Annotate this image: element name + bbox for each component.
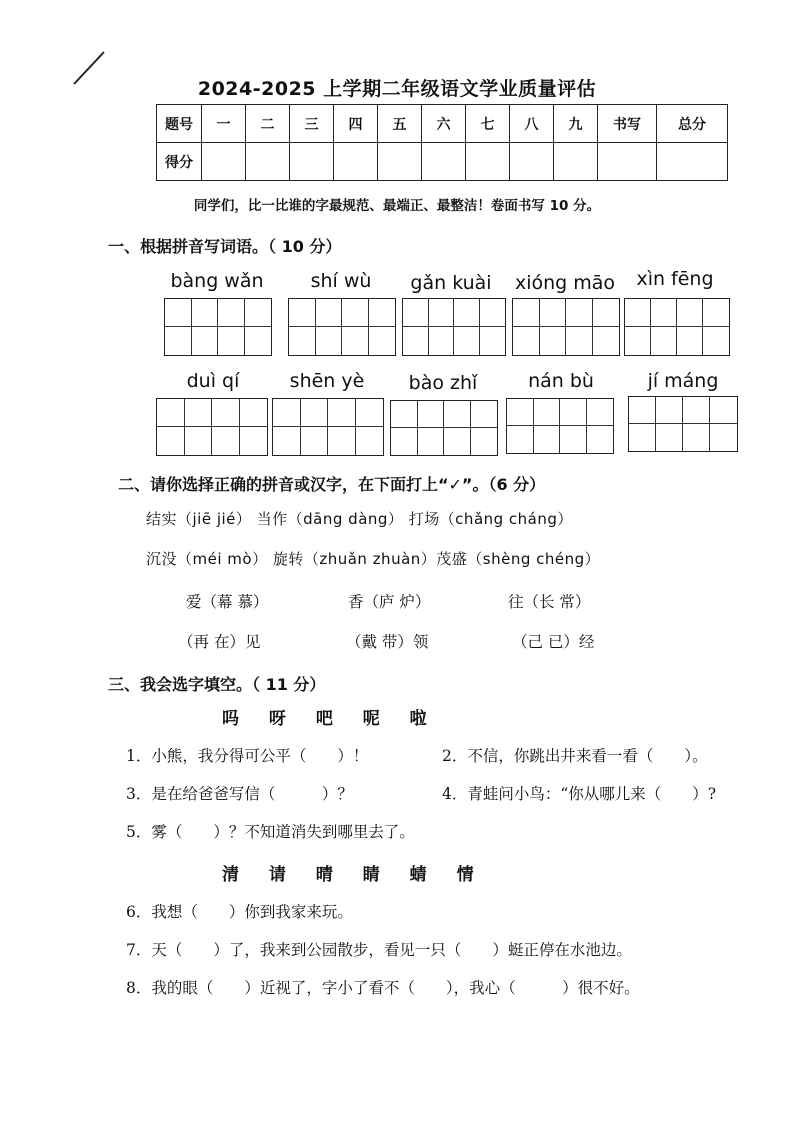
section1-title: 一、根据拼音写词语。（ 10 分） [108,237,342,256]
word-bank-2: 清 请 晴 睛 蜻 情 [222,865,486,885]
score-table [156,104,728,181]
pinyin-4: xióng māo [514,272,616,294]
col-7: 七 [466,105,510,143]
question-7[interactable]: 7．天（ ）了，我来到公园散步，看见一只（ ）蜓正停在水池边。 [126,941,632,959]
score-cell[interactable] [290,143,334,181]
col-4: 四 [334,105,378,143]
char-choice-5[interactable]: （戴 带）领 [346,633,429,651]
question-3[interactable]: 3．是在给爸爸写信（ ）？ [126,785,353,803]
score-cell[interactable] [510,143,554,181]
writing-grid-4[interactable] [512,298,620,356]
col-6: 六 [422,105,466,143]
score-cell[interactable] [246,143,290,181]
question-8[interactable]: 8．我的眼（ ）近视了，字小了看不（ ），我心（ ）很不好。 [126,979,640,997]
pinyin-1: bàng wǎn [170,270,264,292]
char-choice-2[interactable]: 香（庐 炉） [348,593,431,611]
col-3: 三 [290,105,334,143]
pinyin-3: gǎn kuài [410,272,492,294]
writing-grid-1[interactable] [164,298,272,356]
pinyin-10: jí máng [647,370,719,392]
header-label: 题号 [157,105,202,143]
char-choice-1[interactable]: 爱（幕 慕） [186,593,269,611]
score-label: 得分 [157,143,202,181]
question-5[interactable]: 5．雾（ ）？不知道消失到哪里去了。 [126,823,415,841]
char-choice-6[interactable]: （己 已）经 [512,633,595,651]
score-cell[interactable] [598,143,657,181]
char-choice-4[interactable]: （再 在）见 [178,633,261,651]
char-choice-3[interactable]: 往（长 常） [508,593,591,611]
score-table-header-row [157,105,728,143]
score-cell[interactable] [202,143,246,181]
question-6[interactable]: 6．我想（ ）你到我家来玩。 [126,903,353,921]
writing-grid-8[interactable] [390,400,498,456]
writing-notice: 同学们，比一比谁的字最规范、最端正、最整洁！卷面书写 10 分。 [193,198,601,214]
pinyin-2: shí wù [310,270,372,292]
col-2: 二 [246,105,290,143]
score-cell[interactable] [466,143,510,181]
pinyin-5: xìn fēng [636,268,714,290]
col-1: 一 [202,105,246,143]
score-cell[interactable] [334,143,378,181]
col-5: 五 [378,105,422,143]
score-cell[interactable] [378,143,422,181]
question-2[interactable]: 2．不信，你跳出井来看一看（ ）。 [442,747,708,765]
score-cell[interactable] [657,143,728,181]
col-9: 九 [554,105,598,143]
pinyin-9: nán bù [528,370,594,392]
col-writing: 书写 [598,105,657,143]
writing-grid-5[interactable] [624,298,730,356]
score-cell[interactable] [422,143,466,181]
writing-grid-7[interactable] [272,398,384,456]
pinyin-choice-line-1[interactable]: 结实（jiē jié） 当作（dāng dàng） 打场（chǎng cháng） [146,510,573,528]
section3-title: 三、我会选字填空。（ 11 分） [108,675,326,694]
section2-title: 二、请你选择正确的拼音或汉字，在下面打上“✓”。（6 分） [118,475,546,494]
pinyin-choice-line-2[interactable]: 沉没（méi mò） 旋转（zhuǎn zhuàn）茂盛（shèng chéng） [146,550,601,568]
pinyin-8: bào zhǐ [408,372,478,394]
writing-grid-6[interactable] [156,398,268,456]
writing-grid-2[interactable] [288,298,396,356]
word-bank-1: 吗 呀 吧 呢 啦 [222,709,439,729]
writing-grid-10[interactable] [628,396,738,452]
col-8: 八 [510,105,554,143]
question-4[interactable]: 4．青蛙问小鸟：“你从哪儿来（ ）? [442,785,717,803]
question-1[interactable]: 1．小熊，我分得可公平（ ）！ [126,747,369,765]
score-table-score-row [157,143,728,181]
col-total: 总分 [657,105,728,143]
pinyin-7: shēn yè [289,370,365,392]
pinyin-6: duì qí [186,370,240,392]
writing-grid-3[interactable] [402,298,506,356]
writing-grid-9[interactable] [506,398,614,454]
score-cell[interactable] [554,143,598,181]
page-title: 2024-2025 上学期二年级语文学业质量评估 [197,78,597,100]
